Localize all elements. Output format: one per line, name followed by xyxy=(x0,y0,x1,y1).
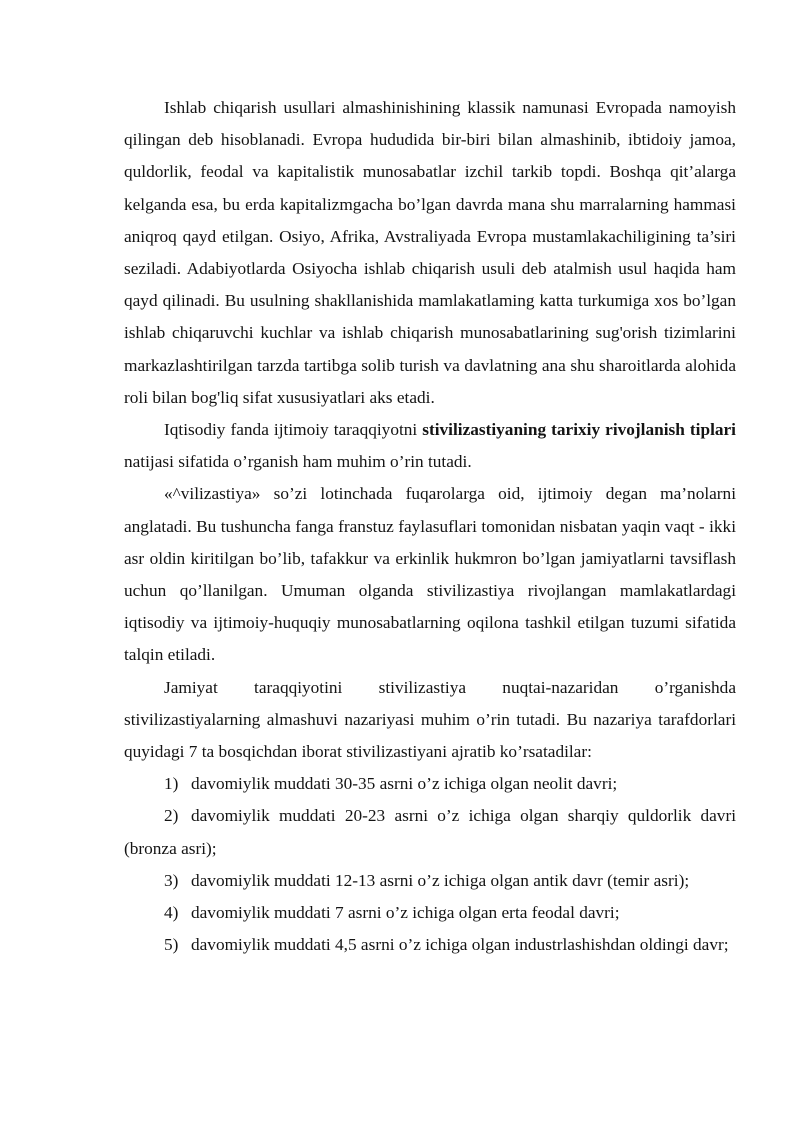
paragraph-production-methods: Ishlab chiqarish usullari almashinishining klassik namunasi Evropada namoyish qilingan deb hisoblanadi. Evropa hududida bir-biri bilan almashinib, ibtidoiy jamoa, quldorlik, feodal va kapitalistik munosabatlar izchil tarkib topdi. Boshqa qit’alarga kelganda esa, bu erda kapitalizmgacha bo’lgan davrda mana shu marralarning hammasi aniqroq qayd etilgan. Osiyo, Afrika, Avstraliyada Evropa mustamlakachiligining ta’siri seziladi. Adabiyotlarda Osiyocha ishlab chiqarish usuli deb atalmish usul haqida ham qayd qilinadi. Bu usulning shakllanishida mamlakatlaming katta turkumiga xos bo’lgan ishlab chiqaruvchi kuchlar va ishlab chiqarish munosabatlarining sug'orish tizimlarini markazlashtirilgan tarzda tartibga solib turish va davlatning ana shu sharoitlarda alohida roli bilan bog'liq sifat xususiyatlari aks etadi. xyxy=(124,98,736,407)
list-number: 2) xyxy=(164,806,179,826)
paragraph-civilization-definition: «^vilizastiya» so’zi lotinchada fuqarolarga oid, ijtimoiy degan ma’nolarni anglatadi. Bu tushuncha fanga franstuz faylasuflari tomonidan nisbatan yaqin vaqt - ikki asr oldin kiritilgan bo’lib, tafakkur va erkinlik hukmron bo’lgan jamiyatlarni tavsiflash uchun qo’llanilgan. Umuman olganda stivilizastiya rivojlangan mamlakatlardagi iqtisodiy va ijtimoiy-huquqiy munosabatlarning oqilona tashkil etilgan tuzumi sifatida talqin etiladi. xyxy=(124,484,736,665)
paragraph-text: Iqtisodiy fanda ijtimoiy taraqqiyotni xyxy=(164,420,423,440)
paragraph-text: natijasi sifatida o’rganish ham muhim o’rin tutadi. xyxy=(124,452,472,472)
list-text: davomiylik muddati 4,5 asrni o’z ichiga olgan industrlashishdan oldingi davr; xyxy=(191,935,729,955)
list-text: davomiylik muddati 20-23 asrni o’z ichiga olgan sharqiy quldorlik davri (bronza asri); xyxy=(124,806,736,858)
list-text: davomiylik muddati 7 asrni o’z ichiga olgan erta feodal davri; xyxy=(191,903,620,923)
list-number: 4) xyxy=(164,903,179,923)
list-item xyxy=(124,768,736,800)
document-page xyxy=(124,92,736,961)
paragraph-civilization-types xyxy=(124,414,736,478)
list-number: 3) xyxy=(164,870,179,890)
list-number: 1) xyxy=(164,774,179,794)
bold-term: stivilizastiyaning tarixiy rivojlanish tiplari xyxy=(422,420,736,440)
list-item xyxy=(124,800,736,864)
list-text: davomiylik muddati 30-35 asrni o’z ichiga olgan neolit davri; xyxy=(191,774,618,794)
list-item xyxy=(124,865,736,897)
list-item xyxy=(124,929,736,961)
list-text: davomiylik muddati 12-13 asrni o’z ichiga olgan antik davr (temir asri); xyxy=(191,870,690,890)
paragraph-civilization-theory: Jamiyat taraqqiyotini stivilizastiya nuqtai-nazaridan o’rganishda stivilizastiyalarning almashuvi nazariyasi muhim o’rin tutadi. Bu nazariya tarafdorlari quyidagi 7 ta bosqichdan iborat stivilizastiyani ajratib ko’rsatadilar: xyxy=(124,677,736,762)
list-number: 5) xyxy=(164,935,179,955)
list-item xyxy=(124,897,736,929)
